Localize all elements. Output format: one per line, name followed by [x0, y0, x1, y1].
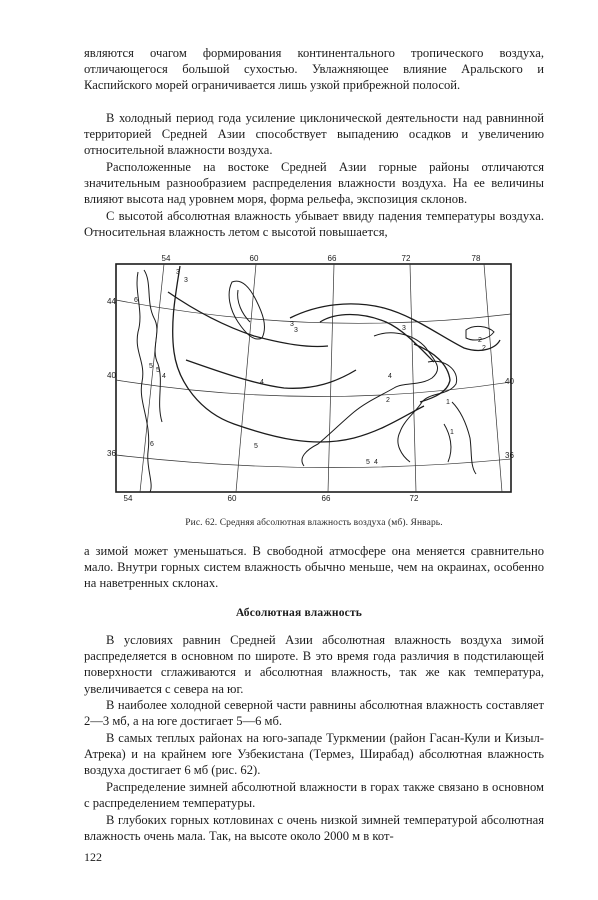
paragraph-continuation: а зимой может уменьшаться. В свободной атмосфере она меняется сравнительно мало. Внутри горных систем влажность обычно меньше, чем на окраинах, особенно на наветренных склонах. — [84, 544, 544, 591]
paragraph: Распределение зимней абсолютной влажности в горах также связано в основном с распределением температуры. — [84, 780, 544, 811]
isoline-label: 1 — [446, 399, 450, 406]
figure-caption: Рис. 62. Средняя абсолютная влажность воздуха (мб). Январь. — [185, 518, 443, 528]
isoline-label: 2 — [478, 337, 482, 344]
lon-label-bottom: 72 — [409, 494, 419, 503]
isoline-label: 1 — [450, 429, 454, 436]
isoline-label: 4 — [374, 459, 378, 466]
isoline-label: 4 — [162, 373, 166, 380]
isoline-label: 5 — [156, 367, 160, 374]
paragraph: В наиболее холодной северной части равнины абсолютная влажность составляет 2—3 мб, а на юге достигает 5—6 мб. — [84, 698, 544, 729]
lat-label-left: 44 — [107, 297, 116, 306]
lon-label-top: 54 — [161, 254, 171, 263]
coastlines — [137, 270, 494, 492]
lon-label-top: 60 — [249, 254, 259, 263]
isoline-label: 5 — [254, 443, 258, 450]
lat-label-left: 40 — [107, 371, 116, 380]
isolines — [168, 266, 500, 442]
isoline-label: 4 — [260, 379, 264, 386]
isoline-labels — [134, 269, 486, 466]
page-number: 122 — [84, 850, 102, 864]
paragraph: В глубоких горных котловинах с очень низкой зимней температурой абсолютная влажность очень мала. Так, на высоте около 2000 м в кот- — [84, 813, 544, 844]
paragraph-continuation: являются очагом формирования континентального тропического воздуха, отличающегося большой сухостью. Увлажняющее влияние Аральского и Каспийского морей ограничивается лишь узкой прибрежной полосой. — [84, 46, 544, 93]
isoline-label: 2 — [482, 345, 486, 352]
isoline-label: 3 — [176, 269, 180, 276]
lon-label-top: 78 — [471, 254, 481, 263]
isoline-label: 6 — [134, 297, 138, 304]
humidity-map-figure — [104, 252, 520, 504]
isoline-label: 4 — [388, 373, 392, 380]
lat-label-right: 36 — [505, 451, 514, 460]
paragraph: В условиях равнин Средней Азии абсолютная влажность воздуха зимой распределяется в основном по широте. В это время года различия в подстилающей поверхности сглаживаются и абсолютная влажность, так же как температура, увеличивается с севера на юг. — [84, 633, 544, 696]
paragraph: В холодный период года усиление циклонической деятельности над равнинной территорией Средней Азии способствует выпадению осадков и увеличению относительной влажности воздуха. — [84, 111, 544, 158]
lat-label-right: 40 — [505, 377, 514, 386]
isoline-label: 3 — [290, 321, 294, 328]
isoline-label: 2 — [386, 397, 390, 404]
isoline-label: 5 — [366, 459, 370, 466]
isoline-label: 5 — [149, 363, 153, 370]
lat-label-left: 36 — [107, 449, 116, 458]
lon-label-bottom: 66 — [321, 494, 331, 503]
isoline-label: 3 — [402, 325, 406, 332]
lon-label-top: 66 — [327, 254, 337, 263]
isoline-label: 3 — [294, 327, 298, 334]
section-heading: Абсолютная влажность — [235, 607, 363, 619]
paragraph: В самых теплых районах на юго-западе Туркмении (район Гасан-Кули и Кизыл-Атрека) и на крайнем юге Узбекистана (Термез, Ширабад) абсолютная влажность воздуха достигает 6 мб (рис. 62). — [84, 731, 544, 778]
isoline-label: 6 — [150, 441, 154, 448]
isoline-label: 3 — [184, 277, 188, 284]
lon-label-bottom: 60 — [227, 494, 237, 503]
lon-label-bottom: 54 — [123, 494, 133, 503]
paragraph: С высотой абсолютная влажность убывает ввиду падения температуры воздуха. Относительная влажность летом с высотой повышается, — [84, 209, 544, 240]
lon-label-top: 72 — [401, 254, 411, 263]
paragraph: Расположенные на востоке Средней Азии горные районы отличаются значительным разнообразием распределения влажности воздуха. На ее величины влияют высота над уровнем моря, форма рельефа, экспозиция склонов. — [84, 160, 544, 207]
